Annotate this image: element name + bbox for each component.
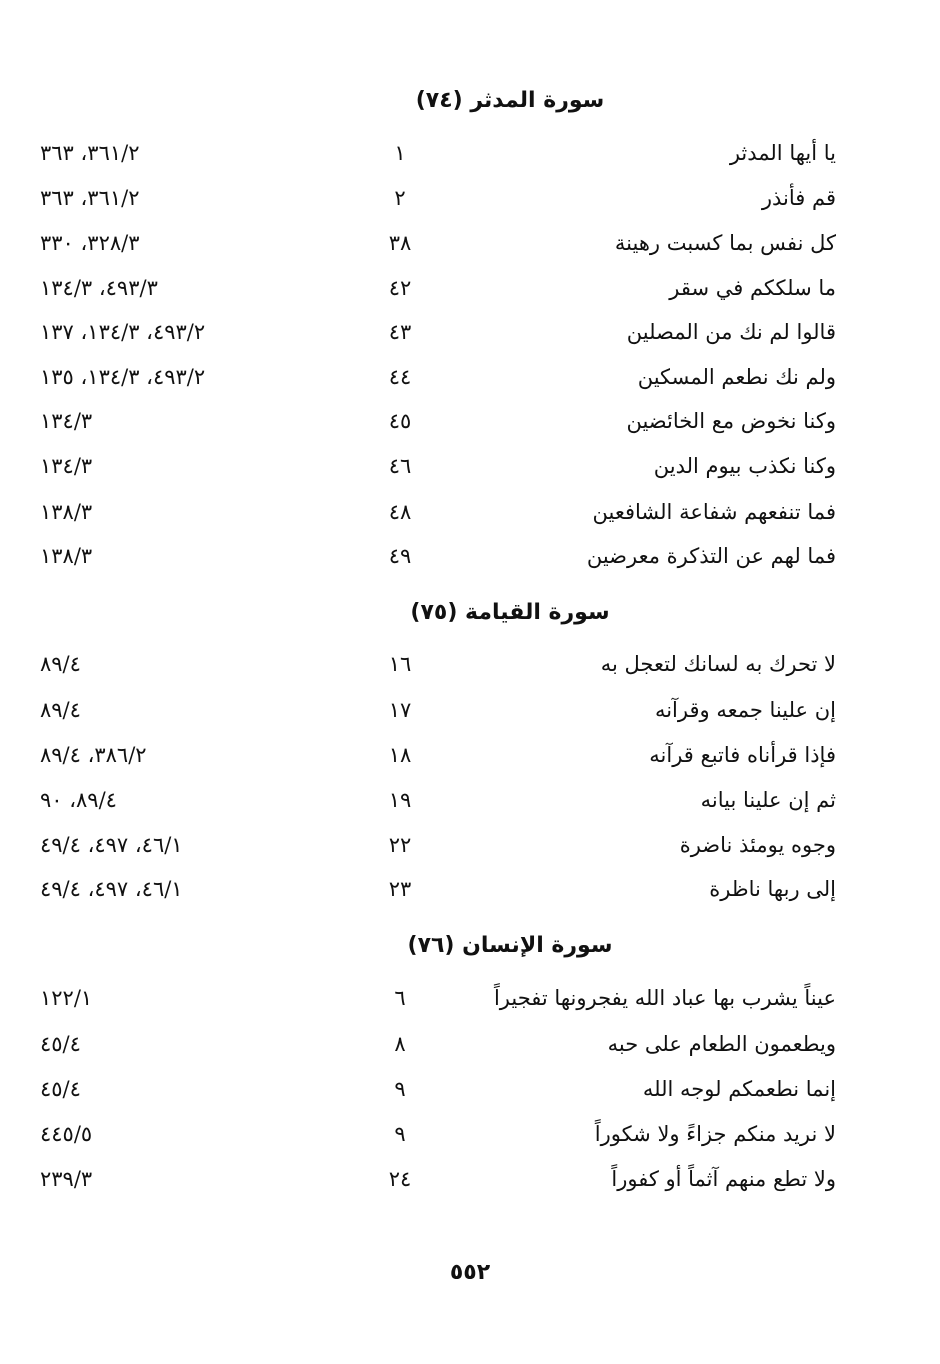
verse-text: إن علينا جمعه وقرآنه bbox=[654, 698, 836, 722]
page-reference: ٣٢٨/٣، ٣٣٠ bbox=[40, 231, 140, 255]
page-reference: ١٣٤/٣ bbox=[40, 454, 93, 478]
verse-text: ثم إن علينا بيانه bbox=[700, 788, 836, 812]
index-row bbox=[0, 1161, 940, 1201]
verse-text: وكنا نخوض مع الخائضين bbox=[626, 409, 836, 433]
page-reference: ٨٩/٤، ٩٠ bbox=[40, 788, 117, 812]
index-row bbox=[0, 692, 940, 732]
verse-text: إلى ربها ناظرة bbox=[709, 877, 836, 901]
index-row bbox=[0, 359, 940, 399]
verse-number: ٤٤ bbox=[388, 365, 412, 389]
verse-number: ١٦ bbox=[388, 652, 412, 676]
page-reference: ١٣٤/٣ bbox=[40, 409, 93, 433]
page-number: ٥٥٢ bbox=[449, 1260, 491, 1285]
index-row bbox=[0, 314, 940, 354]
verse-number: ١ bbox=[394, 141, 406, 165]
verse-number: ٦ bbox=[394, 986, 406, 1010]
verse-number: ٤٨ bbox=[388, 500, 412, 524]
page-reference: ٤٦/١، ٤٩٧، ٤٩/٤ bbox=[40, 877, 183, 901]
verse-number: ٢٢ bbox=[388, 833, 412, 857]
verse-number: ٩ bbox=[394, 1122, 406, 1146]
index-row bbox=[0, 871, 940, 911]
verse-number: ٤٣ bbox=[388, 320, 412, 344]
index-row bbox=[0, 782, 940, 822]
verse-text: يا أيها المدثر bbox=[729, 141, 836, 165]
verse-number: ٨ bbox=[394, 1032, 406, 1056]
page-reference: ٣٦١/٢، ٣٦٣ bbox=[40, 186, 140, 210]
verse-number: ٩ bbox=[394, 1077, 406, 1101]
page-reference: ٤٩٣/٢، ١٣٤/٣، ١٣٧ bbox=[40, 320, 206, 344]
page-reference: ٤٥/٤ bbox=[40, 1032, 81, 1056]
verse-text: فما تنفعهم شفاعة الشافعين bbox=[592, 500, 836, 524]
verse-number: ١٩ bbox=[388, 788, 412, 812]
verse-text: عيناً يشرب بها عباد الله يفجرونها تفجيراً bbox=[493, 986, 836, 1010]
index-row bbox=[0, 403, 940, 443]
verse-text: قم فأنذر bbox=[761, 186, 836, 210]
index-row bbox=[0, 980, 940, 1020]
index-row bbox=[0, 180, 940, 220]
verse-text: ولم نك نطعم المسكين bbox=[637, 365, 836, 389]
index-row bbox=[0, 737, 940, 777]
verse-text: كل نفس بما كسبت رهينة bbox=[614, 231, 836, 255]
verse-number: ٤٥ bbox=[388, 409, 412, 433]
page-reference: ٤٤٥/٥ bbox=[40, 1122, 93, 1146]
page-reference: ١٢٢/١ bbox=[40, 986, 93, 1010]
page-reference: ٤٩٣/٣، ١٣٤/٣ bbox=[40, 276, 158, 300]
index-row bbox=[0, 646, 940, 686]
index-row bbox=[0, 270, 940, 310]
verse-number: ٤٢ bbox=[388, 276, 412, 300]
verse-number: ٢٤ bbox=[388, 1167, 412, 1191]
page-reference: ٣٨٦/٢، ٨٩/٤ bbox=[40, 743, 147, 767]
index-row bbox=[0, 538, 940, 578]
verse-text: ويطعمون الطعام على حبه bbox=[607, 1032, 836, 1056]
page-reference: ٨٩/٤ bbox=[40, 652, 81, 676]
verse-text: ما سلككم في سقر bbox=[669, 276, 836, 300]
surah-heading: سورة القيامة (٧٥) bbox=[410, 600, 610, 625]
verse-text: إنما نطعمكم لوجه الله bbox=[642, 1077, 836, 1101]
index-row bbox=[0, 1071, 940, 1111]
page-reference: ٢٣٩/٣ bbox=[40, 1167, 93, 1191]
index-row bbox=[0, 225, 940, 265]
verse-number: ٢ bbox=[394, 186, 406, 210]
page-reference: ٤٩٣/٢، ١٣٤/٣، ١٣٥ bbox=[40, 365, 206, 389]
verse-text: لا نريد منكم جزاءً ولا شكوراً bbox=[594, 1122, 836, 1146]
page-reference: ١٣٨/٣ bbox=[40, 500, 93, 524]
index-row bbox=[0, 1026, 940, 1066]
verse-number: ٤٩ bbox=[388, 544, 412, 568]
surah-heading: سورة الإنسان (٧٦) bbox=[407, 933, 613, 958]
verse-text: لا تحرك به لسانك لتعجل به bbox=[600, 652, 836, 676]
page-reference: ٤٥/٤ bbox=[40, 1077, 81, 1101]
verse-number: ١٧ bbox=[388, 698, 412, 722]
verse-number: ٢٣ bbox=[388, 877, 412, 901]
page-reference: ١٣٨/٣ bbox=[40, 544, 93, 568]
page-reference: ٤٦/١، ٤٩٧، ٤٩/٤ bbox=[40, 833, 183, 857]
verse-number: ١٨ bbox=[388, 743, 412, 767]
verse-number: ٤٦ bbox=[388, 454, 412, 478]
index-row bbox=[0, 135, 940, 175]
index-row bbox=[0, 494, 940, 534]
verse-text: وجوه يومئذ ناضرة bbox=[679, 833, 836, 857]
index-row bbox=[0, 827, 940, 867]
verse-text: فإذا قرأناه فاتبع قرآنه bbox=[649, 743, 836, 767]
index-row bbox=[0, 1116, 940, 1156]
verse-number: ٣٨ bbox=[388, 231, 412, 255]
verse-text: وكنا نكذب بيوم الدين bbox=[653, 454, 836, 478]
verse-text: فما لهم عن التذكرة معرضين bbox=[586, 544, 836, 568]
verse-text: قالوا لم نك من المصلين bbox=[626, 320, 836, 344]
page-reference: ٨٩/٤ bbox=[40, 698, 81, 722]
page-reference: ٣٦١/٢، ٣٦٣ bbox=[40, 141, 140, 165]
verse-text: ولا تطع منهم آثماً أو كفوراً bbox=[611, 1167, 836, 1191]
index-row bbox=[0, 448, 940, 488]
surah-heading: سورة المدثر (٧٤) bbox=[415, 88, 605, 113]
